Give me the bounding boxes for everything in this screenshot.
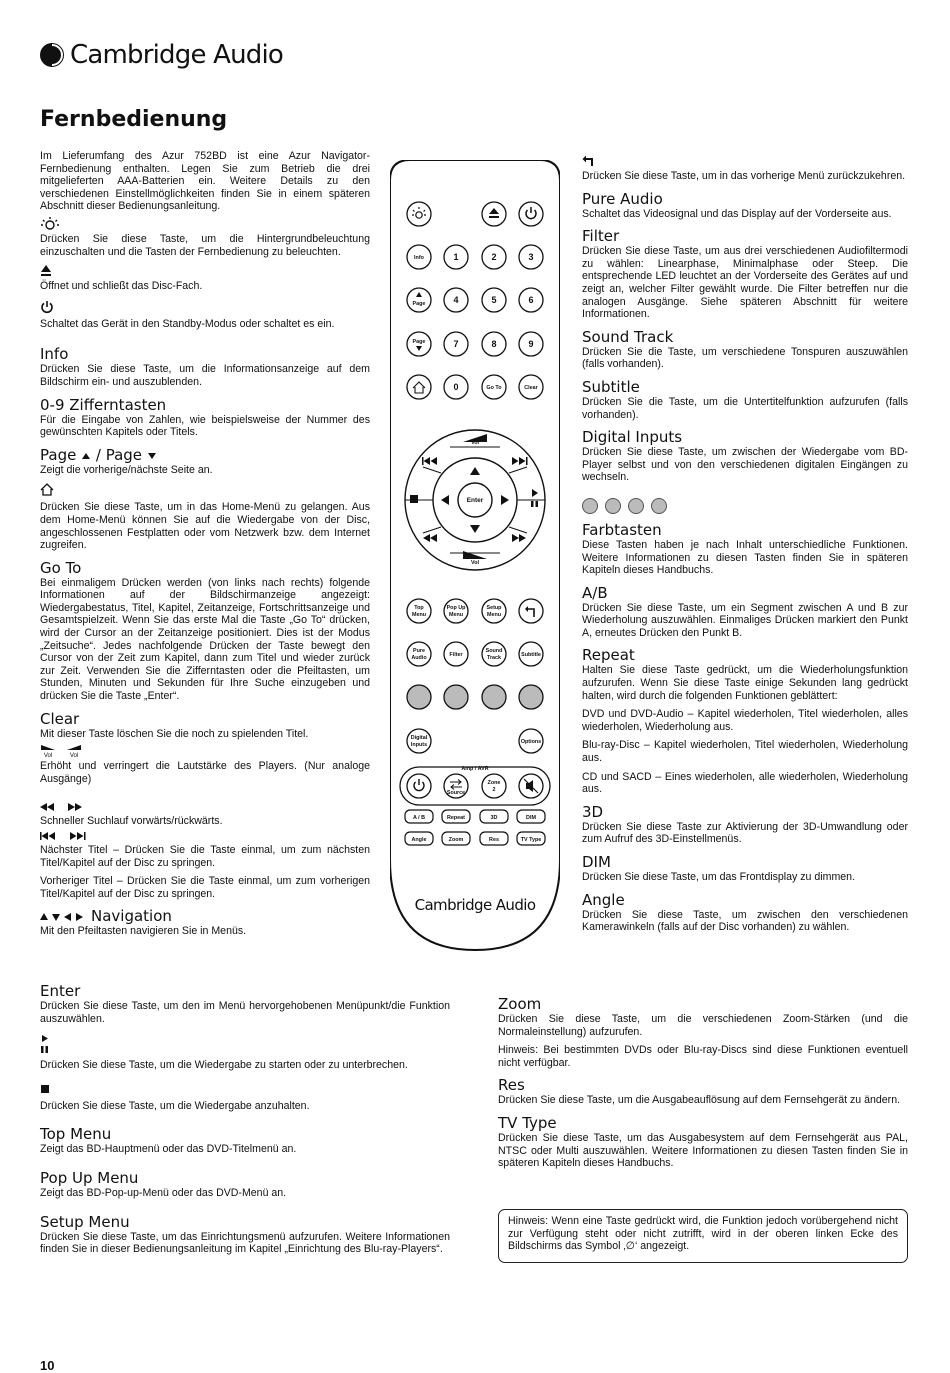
- remote-zoom-label: Zoom: [448, 837, 464, 843]
- remote-digital-inputs-button: [407, 729, 431, 753]
- digits-heading: 0-9 Zifferntasten: [40, 395, 167, 414]
- navigation-heading: [40, 908, 370, 925]
- power-icon: [40, 300, 54, 314]
- remote-ab-label: A / B: [412, 815, 426, 821]
- backlight-text: Drücken Sie diese Taste, um die Hintergrundbeleuchtung einzuschalten und die Tasten der Fernbedienung zu beleuchten.: [40, 232, 370, 258]
- remote-enter-button: [458, 483, 492, 517]
- eject-icon-row: [40, 262, 370, 280]
- color-key-4: [651, 498, 667, 514]
- remote-digit-4-label: 4: [453, 295, 459, 305]
- remote-color-key-1: [407, 685, 431, 709]
- remote-digit-7-label: 7: [453, 339, 459, 349]
- remote-digital-inputs-label-1: Digital: [410, 735, 428, 741]
- remote-digit-4: [444, 288, 468, 312]
- remote-page-up-button: [407, 288, 431, 312]
- 3d-heading: 3D: [582, 802, 604, 821]
- volume-text: Erhöht und verringert die Lautstärke des Players. (Nur analoge Ausgänge): [40, 760, 370, 785]
- skip-next-text: Nächster Titel – Drücken Sie die Taste einmal, um zum nächsten Titel/Kapitel auf der Disc zu springen.: [40, 844, 370, 869]
- remote-amp-power-button: [407, 774, 431, 798]
- digital-inputs-text: Drücken Sie diese Taste, um zwischen der Wiedergabe vom BD-Player selbst und von den verschiedenen digitalen Eingängen zu wechseln.: [582, 446, 908, 484]
- remote-digit-0-label: 0: [453, 382, 459, 392]
- popup-menu-text: Zeigt das BD-Pop-up-Menü oder das DVD-Menü an.: [40, 1186, 287, 1199]
- rewind-icon: [40, 803, 54, 811]
- intro-text: Im Lieferumfang des Azur 752BD ist eine Azur Navigator-Fernbedienung enthalten. Legen Sie zum Betrieb die drei mitgelieferten AAA-Batterien ein. Weitere Details zu den verschiedenen Einstellmöglichkeiten finden Sie in einem späteren Abschnitt dieser Bedienungsanleitung.: [40, 150, 370, 213]
- arrow-keys-icon: [40, 913, 86, 921]
- digital-inputs-heading: Digital Inputs: [582, 428, 683, 447]
- remote-page-down-label: Page: [412, 339, 426, 345]
- backlight-icon: [40, 216, 60, 232]
- color-keys-heading: Farbtasten: [582, 520, 662, 539]
- remote-dim-button: [517, 810, 545, 823]
- dim-text: Drücken Sie diese Taste, um das Frontdisplay zu dimmen.: [582, 871, 856, 883]
- svg-text:Vol: Vol: [69, 753, 79, 759]
- repeat-cd-text: CD und SACD – Eines wiederholen, alle wiederholen, Wiederholung aus.: [582, 770, 908, 796]
- remote-mute-button: [519, 774, 543, 798]
- remote-setup-menu-button: [482, 599, 506, 623]
- standby-icon-row: [40, 298, 370, 316]
- return-icon: [582, 155, 594, 167]
- remote-digit-1: [444, 245, 468, 269]
- stop-text: Drücken Sie diese Taste, um die Wiedergabe anzuhalten.: [40, 1099, 310, 1112]
- remote-color-key-2: [444, 685, 468, 709]
- info-text: Drücken Sie diese Taste, um die Informationsanzeige auf dem Bildschirm ein- und auszublenden.: [40, 363, 370, 388]
- note-box: Hinweis: Wenn eine Taste gedrückt wird, die Funktion jedoch vorübergehend nicht zur Verfügung steht oder nicht zutrifft, wird in der oberen linken Ecke des Bildschirms das Symbol ‚∅‘ angezeigt.: [498, 1209, 908, 1263]
- right-lower-column: [498, 996, 908, 1170]
- remote-digital-inputs-label-2: Inputs: [410, 742, 428, 748]
- remote-zoom-button: [442, 832, 470, 845]
- remote-top-menu-label-2: Menu: [411, 612, 427, 618]
- navigation-text: Mit den Pfeiltasten navigieren Sie in Menüs.: [40, 925, 247, 938]
- remote-digit-5-label: 5: [491, 295, 497, 305]
- dim-heading: DIM: [582, 853, 611, 871]
- remote-digit-3-label: 3: [528, 252, 534, 262]
- brand-logo: [40, 38, 283, 72]
- top-menu-text: Zeigt das BD-Hauptmenü oder das DVD-Titelmenü an.: [40, 1143, 297, 1156]
- remote-filter-label: Filter: [449, 652, 463, 658]
- eject-icon: [40, 264, 52, 278]
- remote-3d-button: [480, 810, 508, 823]
- setup-menu-heading: Setup Menu: [40, 1212, 130, 1231]
- remote-res-button: [480, 832, 508, 845]
- remote-goto-button: [482, 375, 506, 399]
- remote-dim-label: DIM: [526, 815, 536, 821]
- remote-return-button: [519, 599, 543, 623]
- remote-popup-menu-label-1: Pop Up: [446, 605, 466, 611]
- remote-clear-label: Clear: [524, 385, 538, 391]
- skip-icon-row: [40, 828, 370, 844]
- standby-text: Schaltet das Gerät in den Standby-Modus oder schaltet es ein.: [40, 317, 335, 330]
- skip-previous-icon: [40, 832, 56, 840]
- page-heading-a: Page: [40, 445, 77, 464]
- remote-subtitle-label: Subtitle: [521, 652, 541, 658]
- remote-setup-menu-label-2: Menu: [486, 612, 502, 618]
- digits-text: Für die Eingabe von Zahlen, wie beispielsweise der Nummer des gewünschten Kapitels oder Titels.: [40, 413, 370, 439]
- res-text: Drücken Sie diese Taste, um die Ausgabeauflösung auf dem Fernsehgerät zu ändern.: [498, 1094, 901, 1107]
- remote-digit-7: [444, 332, 468, 356]
- remote-goto-label: Go To: [486, 385, 502, 391]
- page-title: Fernbedienung: [40, 107, 228, 132]
- remote-options-label: Options: [520, 739, 542, 745]
- right-column: [582, 152, 908, 934]
- repeat-heading: Repeat: [582, 646, 635, 665]
- cambridge-audio-logo-icon: [40, 43, 64, 67]
- remote-digit-9: [519, 332, 543, 356]
- remote-color-key-4: [519, 685, 543, 709]
- left-lower-column: [40, 983, 450, 1256]
- color-key-3: [628, 498, 644, 514]
- page-text: Zeigt die vorherige/nächste Seite an.: [40, 463, 213, 476]
- scan-text: Schneller Suchlauf vorwärts/rückwärts.: [40, 815, 223, 828]
- remote-digit-1-label: 1: [453, 252, 459, 262]
- ab-heading: A/B: [582, 583, 608, 602]
- volume-up-icon: [66, 742, 82, 758]
- filter-heading: Filter: [582, 227, 620, 246]
- popup-menu-heading: Pop Up Menu: [40, 1168, 139, 1187]
- repeat-bd-text: Blu-ray-Disc – Kapitel wiederholen, Titel wiederholen, Wiederholung aus.: [582, 739, 908, 765]
- triangle-up-icon: [81, 452, 91, 460]
- play-pause-icon-row: [40, 1029, 450, 1059]
- 3d-text: Drücken Sie diese Taste zur Aktivierung der 3D-Umwandlung oder zum Aufruf des 3D-Einstellmenüs.: [582, 820, 908, 846]
- pure-audio-text: Schaltet das Videosignal und das Display auf der Vorderseite aus.: [582, 207, 892, 220]
- remote-pure-audio-label-2: Audio: [411, 655, 427, 661]
- fast-forward-icon: [68, 803, 82, 811]
- color-key-1: [582, 498, 598, 514]
- enter-text: Drücken Sie diese Taste, um den im Menü hervorgehobenen Menüpunkt/die Funktion auszuwählen.: [40, 1000, 450, 1025]
- remote-setup-menu-label-1: Setup: [486, 605, 502, 611]
- remote-filter-button: [444, 642, 468, 666]
- remote-source-button: [444, 774, 468, 798]
- goto-text: Bei einmaligem Drücken werden (von links nach rechts) folgende Informationen auf der Bildschirmanzeige angezeigt: Wiedergabestatus, Titel, Kapitel, Zeitanzeige, Fortschrittsanzeige und Gesamtspielzeit. Wenn Sie das erste Mal die Taste „Go To“ drücken, wird der Cursor an der Zeitanzeige positioniert. Dies ist der Modus „Zeitsuche“. Jedes nachfolgende Drücken der Taste bewegt den Cursor von der Zeit zum Kapitel, dann zum Titel und wieder zurück zur Zeit. Verwenden Sie die Zifferntasten oder die Pfeiltasten, um Stunden, Minuten und Sekunden für Ihre Suche einzugeben und drücken Sie die Taste „Enter“.: [40, 576, 370, 703]
- clear-text: Mit dieser Taste löschen Sie die noch zu spielenden Titel.: [40, 727, 309, 740]
- remote-volume-down-label: Vol: [471, 560, 479, 566]
- sound-track-heading: Sound Track: [582, 327, 674, 346]
- remote-source-label: Source: [446, 790, 466, 796]
- remote-sound-track-label-1: Sound: [485, 648, 503, 654]
- remote-enter-label: Enter: [466, 497, 484, 504]
- setup-menu-text: Drücken Sie diese Taste, um das Einrichtungsmenü aufzurufen. Weitere Informationen finden Sie in dieser Bedienungsanleitung im Kapitel „Einrichtung des Blu-ray-Players“.: [40, 1230, 450, 1256]
- svg-text:Vol: Vol: [43, 753, 53, 759]
- eject-text: Öffnet und schließt das Disc-Fach.: [40, 280, 203, 293]
- remote-digit-8-label: 8: [491, 339, 497, 349]
- volume-icon-row: [40, 740, 370, 760]
- page-number: 10: [40, 1358, 55, 1373]
- goto-heading: Go To: [40, 558, 82, 577]
- remote-digit-8: [482, 332, 506, 356]
- remote-tvtype-button: [517, 832, 545, 845]
- play-pause-text: Drücken Sie diese Taste, um die Wiedergabe zu starten oder zu unterbrechen.: [40, 1059, 408, 1072]
- remote-pure-audio-label-1: Pure: [413, 648, 425, 654]
- remote-angle-label: Angle: [411, 837, 427, 843]
- clear-heading: Clear: [40, 709, 80, 728]
- remote-amp-avr-label: Amp / AVR: [461, 766, 489, 772]
- remote-popup-menu-button: [444, 599, 468, 623]
- home-icon: [40, 483, 54, 496]
- remote-digit-0: [444, 375, 468, 399]
- remote-pure-audio-button: [407, 642, 431, 666]
- remote-repeat-label: Repeat: [447, 815, 465, 821]
- remote-top-menu-button: [407, 599, 431, 623]
- remote-zone2-button: [482, 774, 506, 798]
- remote-clear-button: [519, 375, 543, 399]
- res-heading: Res: [498, 1076, 525, 1095]
- zoom-heading: Zoom: [498, 995, 542, 1013]
- skip-prev-text: Vorheriger Titel – Drücken Sie die Taste einmal, um zum vorherigen Titel/Kapitel auf der Disc zu springen.: [40, 875, 370, 900]
- remote-options-button: [519, 729, 543, 753]
- remote-backlight-button: [407, 202, 431, 226]
- remote-power-button: [519, 202, 543, 226]
- zoom-note: Hinweis: Bei bestimmten DVDs oder Blu-ray-Discs sind diese Funktionen eventuell nicht verfügbar.: [498, 1044, 908, 1069]
- tv-type-text: Drücken Sie diese Taste, um das Ausgabesystem auf dem Fernsehgerät aus PAL, NTSC oder Multi auszuwählen. Weitere Informationen zu diesen Tasten finden Sie in späteren Kapiteln dieses Handbuchs.: [498, 1131, 908, 1170]
- remote-color-key-3: [482, 685, 506, 709]
- filter-text: Drücken Sie diese Taste, um aus drei verschiedenen Audiofiltermodi zu wählen: Linearphase, Minimalphase oder Steep. Die entsprechende LED leuchtet an der Vorderseite des Gerätes auf und zeigt an, welcher Filter gewählt wurde. Die Filter betreffen nur die analogen Ausgänge. Siehe späteren Abschnitt für weitere Informationen.: [582, 245, 908, 321]
- return-text: Drücken Sie diese Taste, um in das vorherige Menü zurückzukehren.: [582, 170, 906, 182]
- remote-home-button: [407, 375, 431, 399]
- enter-heading: Enter: [40, 982, 81, 1000]
- remote-digit-6-label: 6: [528, 295, 534, 305]
- remote-sound-track-button: [482, 642, 506, 666]
- remote-info-label: Info: [414, 255, 424, 261]
- angle-text: Drücken Sie diese Taste, um zwischen den verschiedenen Kamerawinkeln (falls auf der Disc vorhanden) zu wählen.: [582, 908, 908, 934]
- ab-text: Drücken Sie diese Taste, um ein Segment zwischen A und B zur Wiederholung auszuwählen. Einmaliges Drücken markiert den Punkt A, erneutes Drücken den Punkt B.: [582, 601, 908, 639]
- scan-icon-row: [40, 801, 370, 813]
- remote-zone2-label-2: 2: [492, 787, 496, 793]
- page-heading: [40, 447, 370, 464]
- remote-page-up-label: Page: [412, 301, 426, 307]
- remote-digit-2: [482, 245, 506, 269]
- remote-sound-track-label-2: Track: [486, 655, 502, 661]
- triangle-down-icon: [147, 452, 157, 460]
- remote-digit-5: [482, 288, 506, 312]
- remote-digit-2-label: 2: [491, 252, 497, 262]
- color-keys-text: Diese Tasten haben je nach Inhalt unterschiedliche Funktionen. Weitere Informationen zu diesen Tasten finden Sie in späteren Kapiteln dieses Handbuchs.: [582, 538, 908, 577]
- home-text: Drücken Sie diese Taste, um in das Home-Menü zu gelangen. Aus dem Home-Menü können Sie auf die Wiedergabe von der Disc, angeschlossenen Festplatten oder vom Netzwerk bzw. dem Internet zugreifen.: [40, 501, 370, 552]
- remote-page-down-button: [407, 332, 431, 356]
- remote-zone2-label-1: Zone: [487, 780, 501, 786]
- remote-repeat-button: [442, 810, 470, 823]
- remote-digit-3: [519, 245, 543, 269]
- return-icon-row: [582, 152, 908, 170]
- angle-heading: Angle: [582, 890, 625, 909]
- info-heading: Info: [40, 345, 69, 364]
- remote-ab-button: [405, 810, 433, 823]
- play-pause-icon: [40, 1034, 50, 1054]
- repeat-text: Halten Sie diese Taste gedrückt, um die Wiederholungsfunktion aufzurufen. Wenn Sie diese Taste einige Sekunden lang gedrückt halten, wird durch die folgenden Funktionen geblättert:: [582, 664, 908, 702]
- remote-popup-menu-label-2: Menu: [448, 612, 464, 618]
- repeat-dvd-text: DVD und DVD-Audio – Kapitel wiederholen, Titel wiederholen, alles wiederholen, Wiederholung aus.: [582, 708, 908, 733]
- color-key-2: [605, 498, 621, 514]
- sound-track-text: Drücken Sie die Taste, um verschiedene Tonspuren auszuwählen (falls vorhanden).: [582, 345, 908, 371]
- color-keys-row: [582, 496, 908, 516]
- subtitle-heading: Subtitle: [582, 377, 640, 396]
- remote-res-label: Res: [489, 837, 499, 843]
- left-column: [40, 150, 370, 938]
- remote-digit-6: [519, 288, 543, 312]
- skip-next-icon: [70, 832, 86, 840]
- remote-stop-button: [410, 495, 418, 503]
- backlight-icon-row: [40, 215, 370, 233]
- tv-type-heading: TV Type: [498, 1113, 557, 1132]
- top-menu-heading: Top Menu: [40, 1125, 112, 1144]
- pure-audio-heading: Pure Audio: [582, 189, 663, 208]
- remote-eject-button: [482, 202, 506, 226]
- volume-down-icon: [40, 742, 56, 758]
- home-icon-row: [40, 480, 370, 498]
- remote-volume-up-label: Vol: [471, 440, 479, 446]
- navigation-heading-label: Navigation: [91, 907, 172, 926]
- zoom-text: Drücken Sie diese Taste, um die verschiedenen Zoom-Stärken (und die Normaleinstellung) aufzurufen.: [498, 1013, 908, 1038]
- remote-brand: Cambridge Audio: [414, 896, 536, 914]
- page-heading-b: / Page: [95, 445, 143, 464]
- remote-tvtype-label: TV Type: [520, 837, 542, 843]
- subtitle-text: Drücken Sie die Taste, um die Untertitelfunktion aufzurufen (falls vorhanden).: [582, 395, 908, 421]
- stop-icon: [40, 1084, 50, 1094]
- remote-digit-9-label: 9: [528, 339, 534, 349]
- remote-angle-button: [405, 832, 433, 845]
- remote-control-illustration: [390, 160, 560, 960]
- remote-subtitle-button: [519, 642, 543, 666]
- remote-3d-label: 3D: [490, 815, 498, 821]
- stop-icon-row: [40, 1078, 450, 1100]
- remote-info-button: [407, 245, 431, 269]
- brand-name: Cambridge Audio: [70, 40, 283, 70]
- remote-top-menu-label-1: Top: [414, 605, 424, 611]
